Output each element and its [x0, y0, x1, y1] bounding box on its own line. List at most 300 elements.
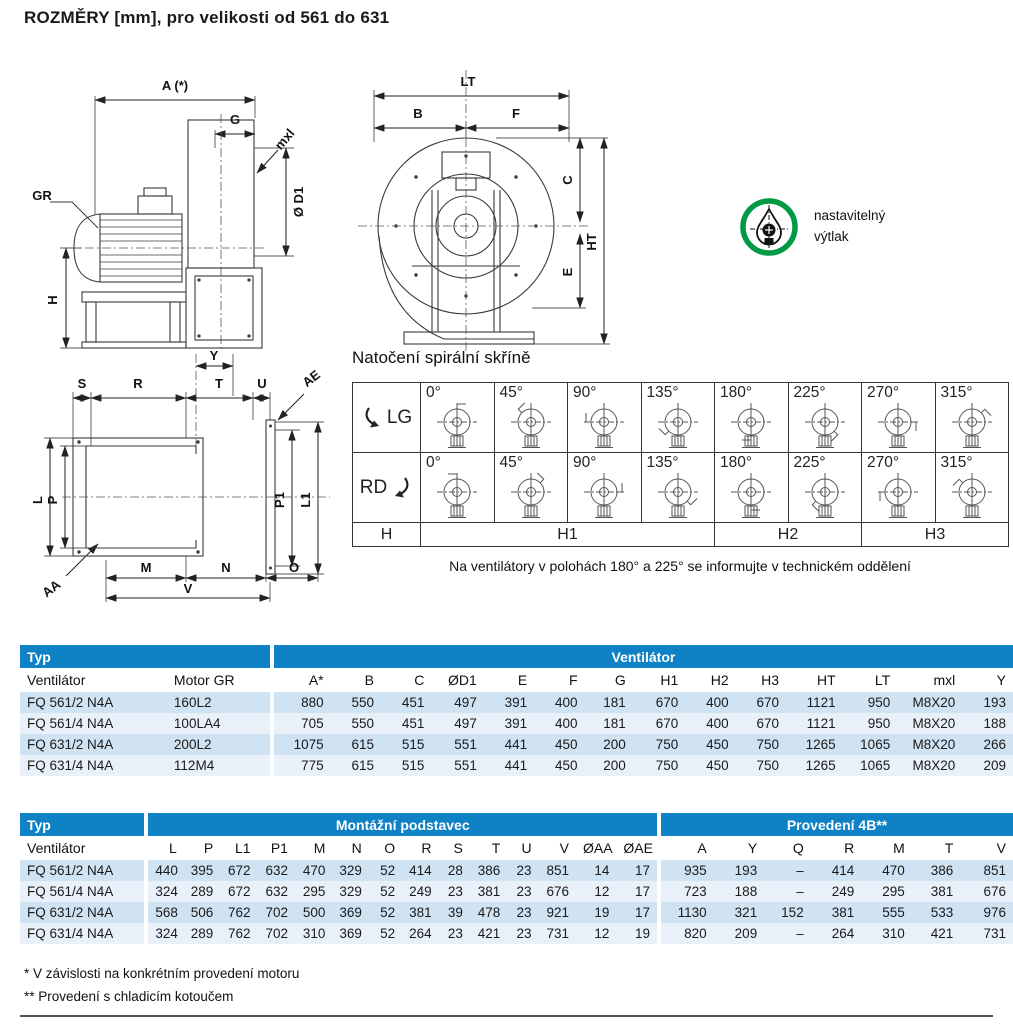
table-cell: 324	[146, 881, 183, 902]
column-header: T	[912, 836, 961, 860]
table-cell: FQ 631/2 N4A	[20, 902, 146, 923]
table-cell: 400	[685, 692, 735, 713]
table-cell: 551	[431, 734, 483, 755]
rotation-position-cell	[936, 453, 1010, 523]
rotation-angle-label: 225°	[793, 454, 826, 471]
table-row	[20, 713, 1013, 734]
table-cell: 515	[381, 755, 431, 776]
dim-label-n: N	[221, 560, 231, 575]
table-cell: 451	[381, 692, 431, 713]
table-cell: 17	[616, 860, 659, 881]
table-cell: 264	[402, 923, 438, 944]
table-cell: 762	[220, 923, 257, 944]
table-cell: 775	[272, 755, 331, 776]
table-cell: FQ 561/4 N4A	[20, 881, 146, 902]
column-header: E	[484, 668, 534, 692]
table-cell: 249	[402, 881, 438, 902]
table-cell: 414	[402, 860, 438, 881]
dim-label-v: V	[183, 581, 193, 596]
table-cell: 19	[616, 923, 659, 944]
table-cell: 200L2	[167, 734, 272, 755]
column-header: N	[332, 836, 368, 860]
rotation-table	[352, 382, 1009, 547]
table-cell: 672	[220, 860, 257, 881]
table-cell: 950	[843, 713, 898, 734]
page-title: ROZMĚRY [mm], pro velikosti od 561 do 631	[24, 8, 390, 27]
table-cell: 615	[331, 755, 381, 776]
fan-side-view-drawing	[20, 56, 340, 350]
table-cell: 851	[539, 860, 576, 881]
table-cell: 506	[184, 902, 220, 923]
table-cell: 632	[258, 881, 295, 902]
table-cell: 500	[295, 902, 332, 923]
rotation-footer-h: H	[353, 523, 421, 547]
column-header: A*	[272, 668, 331, 692]
column-header: H3	[736, 668, 786, 692]
rotation-angle-label: 45°	[499, 384, 523, 401]
fan-position-icon	[949, 471, 995, 521]
table-cell: 23	[507, 902, 538, 923]
table-cell: 52	[369, 923, 402, 944]
table-cell: 935	[659, 860, 714, 881]
table-cell: 670	[736, 692, 786, 713]
adjustable-outlet-icon	[738, 196, 800, 258]
dimensions-table-podstavec	[20, 813, 1013, 944]
table-cell: 200	[585, 734, 633, 755]
table-cell: 550	[331, 713, 381, 734]
table-cell: 421	[470, 923, 507, 944]
rotation-angle-label: 315°	[940, 454, 973, 471]
fan-front-view-drawing	[346, 56, 614, 356]
dim-label-t: T	[215, 376, 223, 391]
dim-label-lt: LT	[460, 74, 476, 89]
rotation-position-cell	[789, 453, 863, 523]
table-cell: FQ 561/4 N4A	[20, 713, 167, 734]
table-cell: 329	[332, 860, 368, 881]
table-cell: 329	[332, 881, 368, 902]
column-header: LT	[843, 668, 898, 692]
table-cell: 731	[960, 923, 1013, 944]
footnote-motor: * V závislosti na konkrétním provedení motoru	[24, 966, 300, 981]
rotation-direction-lg	[353, 383, 421, 453]
table-cell: 381	[811, 902, 862, 923]
fan-position-icon	[508, 401, 554, 451]
column-header: C	[381, 668, 431, 692]
table-cell: 450	[534, 755, 584, 776]
table-cell: 188	[714, 881, 765, 902]
table-cell: 750	[633, 734, 685, 755]
rotation-angle-label: 315°	[940, 384, 973, 401]
table-cell: 381	[470, 881, 507, 902]
table-cell: 441	[484, 734, 534, 755]
table-cell: 400	[685, 713, 735, 734]
rotation-footer-h2: H2	[715, 523, 862, 547]
table-cell: 441	[484, 755, 534, 776]
table-cell: 181	[585, 713, 633, 734]
table-cell: 1265	[786, 755, 843, 776]
table-cell: 762	[220, 902, 257, 923]
table-cell: FQ 631/4 N4A	[20, 923, 146, 944]
table-cell: 670	[736, 713, 786, 734]
fan-position-icon	[875, 401, 921, 451]
rotation-position-cell	[862, 383, 936, 453]
table-cell: 386	[470, 860, 507, 881]
rotation-direction-label: RD	[359, 476, 388, 498]
table-cell: 193	[714, 860, 765, 881]
rotation-position-cell	[862, 453, 936, 523]
dim-label-p: P	[45, 495, 60, 505]
rotation-position-cell	[568, 383, 642, 453]
rotation-angle-label: 135°	[646, 454, 679, 471]
dim-label-o: O	[288, 560, 300, 575]
table-cell: 369	[332, 923, 368, 944]
dim-label-l: L	[30, 496, 45, 504]
table-cell: 440	[146, 860, 183, 881]
table-cell: 52	[369, 902, 402, 923]
rotation-angle-label: 45°	[499, 454, 523, 471]
table-cell: 295	[295, 881, 332, 902]
table-cell: 381	[912, 881, 961, 902]
rotation-direction-label: LG	[386, 406, 413, 428]
table-cell: 478	[470, 902, 507, 923]
column-header: Y	[714, 836, 765, 860]
rotation-angle-label: 0°	[426, 454, 441, 471]
table-cell: 23	[507, 923, 538, 944]
table-cell: 750	[736, 755, 786, 776]
column-header: F	[534, 668, 584, 692]
table-cell: 676	[960, 881, 1013, 902]
table-cell: 23	[439, 881, 470, 902]
dim-label-r: R	[133, 376, 143, 391]
table-group-header-typ: Typ	[20, 813, 146, 836]
table-cell: 568	[146, 902, 183, 923]
table-cell: 112M4	[167, 755, 272, 776]
fan-position-icon	[728, 401, 774, 451]
table-cell: 921	[539, 902, 576, 923]
table-cell: 39	[439, 902, 470, 923]
dim-label-b: B	[413, 106, 423, 121]
table-cell: 209	[714, 923, 765, 944]
table-cell: 310	[295, 923, 332, 944]
column-header: P	[184, 836, 220, 860]
column-header: A	[659, 836, 714, 860]
column-header: Y	[962, 668, 1013, 692]
dim-label-mxl: mxl	[271, 125, 298, 153]
table-cell: 310	[861, 923, 912, 944]
table-cell: 23	[507, 860, 538, 881]
rotation-position-cell	[495, 383, 569, 453]
column-header: R	[811, 836, 862, 860]
table-cell: 12	[576, 923, 616, 944]
table-cell: 381	[402, 902, 438, 923]
table-row	[20, 692, 1013, 713]
table-cell: 750	[736, 734, 786, 755]
table-cell: 451	[381, 713, 431, 734]
adjustable-outlet-badge	[738, 196, 910, 258]
table-cell: 289	[184, 923, 220, 944]
dim-label-ht: HT	[584, 233, 599, 251]
table-cell: FQ 561/2 N4A	[20, 860, 146, 881]
rotation-angle-label: 225°	[793, 384, 826, 401]
rotation-position-cell	[568, 453, 642, 523]
table-cell: M8X20	[897, 713, 962, 734]
table-cell: 670	[633, 713, 685, 734]
dim-label-e: E	[560, 267, 575, 277]
rotation-angle-label: 270°	[867, 384, 900, 401]
dim-label-p1: P1	[272, 492, 287, 508]
table-cell: 515	[381, 734, 431, 755]
dim-label-f: F	[512, 106, 520, 121]
column-header: P1	[258, 836, 295, 860]
table-row	[20, 860, 1013, 881]
table-cell: 950	[843, 692, 898, 713]
table-cell: 52	[369, 860, 402, 881]
table-cell: 1075	[272, 734, 331, 755]
dim-label-s: S	[77, 376, 87, 391]
dim-label-u: U	[257, 376, 267, 391]
column-header: U	[507, 836, 538, 860]
table-cell: 1065	[843, 755, 898, 776]
column-header: O	[369, 836, 402, 860]
dim-label-g: G	[229, 112, 241, 127]
table-cell: 193	[962, 692, 1013, 713]
rotation-position-cell	[936, 383, 1010, 453]
table-cell: 421	[912, 923, 961, 944]
table-cell: 264	[811, 923, 862, 944]
column-header: mxl	[897, 668, 962, 692]
table-cell: 851	[960, 860, 1013, 881]
table-cell: 880	[272, 692, 331, 713]
table-group-header-montaz: Montážní podstavec	[146, 813, 659, 836]
fan-position-icon	[508, 471, 554, 521]
rotation-position-cell	[715, 453, 789, 523]
table-cell: 450	[685, 734, 735, 755]
fan-position-icon	[875, 471, 921, 521]
fan-position-icon	[728, 471, 774, 521]
dim-label-d1: Ø D1	[291, 186, 306, 218]
column-header: ØD1	[431, 668, 483, 692]
column-header: T	[470, 836, 507, 860]
column-header: ØAA	[576, 836, 616, 860]
dim-label-a: A (*)	[161, 78, 189, 93]
column-header: H1	[633, 668, 685, 692]
dim-label-l1: L1	[298, 492, 313, 508]
table-cell: 369	[332, 902, 368, 923]
rotation-position-cell	[789, 383, 863, 453]
rotation-direction-rd	[353, 453, 421, 523]
rotation-angle-label: 0°	[426, 384, 441, 401]
table-cell: 152	[764, 902, 811, 923]
table-cell: 400	[534, 692, 584, 713]
table-cell: 1121	[786, 692, 843, 713]
table-cell: 324	[146, 923, 183, 944]
table-cell: 19	[576, 902, 616, 923]
table-cell: 295	[861, 881, 912, 902]
column-header: Ventilátor	[20, 668, 167, 692]
fan-position-icon	[655, 401, 701, 451]
rotation-position-cell	[421, 383, 495, 453]
table-cell: 702	[258, 923, 295, 944]
table-cell: 23	[507, 881, 538, 902]
rotation-heading: Natočení spirální skříně	[352, 348, 531, 367]
table-row	[20, 902, 1013, 923]
table-cell: 750	[633, 755, 685, 776]
footnote-cooling-disc: ** Provedení s chladicím kotoučem	[24, 989, 234, 1004]
table-cell: 450	[534, 734, 584, 755]
column-header: L	[146, 836, 183, 860]
table-cell: 632	[258, 860, 295, 881]
column-header: H2	[685, 668, 735, 692]
table-cell: 1121	[786, 713, 843, 734]
fan-position-icon	[434, 471, 480, 521]
table-row	[20, 923, 1013, 944]
column-header: HT	[786, 668, 843, 692]
table-cell: 723	[659, 881, 714, 902]
dim-label-c: C	[560, 175, 575, 185]
table-cell: 702	[258, 902, 295, 923]
table-cell: 820	[659, 923, 714, 944]
column-header: G	[585, 668, 633, 692]
table-row	[20, 734, 1013, 755]
table-cell: 391	[484, 713, 534, 734]
table-cell: 181	[585, 692, 633, 713]
table-cell: 14	[576, 860, 616, 881]
table-cell: 676	[539, 881, 576, 902]
table-cell: 551	[431, 755, 483, 776]
dimensions-table-ventilator	[20, 645, 1013, 776]
fan-position-icon	[802, 471, 848, 521]
table-cell: 391	[484, 692, 534, 713]
table-cell: –	[764, 881, 811, 902]
table-cell: FQ 631/2 N4A	[20, 734, 167, 755]
table-cell: 28	[439, 860, 470, 881]
fan-position-icon	[581, 471, 627, 521]
rotation-footer-h3: H3	[862, 523, 1009, 547]
fan-position-icon	[434, 401, 480, 451]
table-cell: 400	[534, 713, 584, 734]
table-cell: 100LA4	[167, 713, 272, 734]
table-cell: 497	[431, 692, 483, 713]
left-rotation-arrow-icon	[361, 406, 385, 430]
column-header: B	[331, 668, 381, 692]
table-cell: 976	[960, 902, 1013, 923]
table-cell: 249	[811, 881, 862, 902]
rotation-note: Na ventilátory v polohách 180° a 225° se informujte v technickém oddělení	[449, 558, 911, 574]
dim-label-m: M	[140, 560, 152, 575]
column-header: S	[439, 836, 470, 860]
table-cell: 12	[576, 881, 616, 902]
table-cell: M8X20	[897, 692, 962, 713]
right-rotation-arrow-icon	[389, 476, 413, 500]
table-group-header-provedeni: Provedení 4B**	[659, 813, 1013, 836]
rotation-position-cell	[642, 383, 716, 453]
column-header: ØAE	[616, 836, 659, 860]
table-cell: 450	[685, 755, 735, 776]
column-header: V	[960, 836, 1013, 860]
table-cell: 17	[616, 881, 659, 902]
table-cell: –	[764, 923, 811, 944]
dim-label-h: H	[45, 295, 60, 305]
table-cell: 52	[369, 881, 402, 902]
column-header: Ventilátor	[20, 836, 146, 860]
table-cell: 555	[861, 902, 912, 923]
table-cell: M8X20	[897, 755, 962, 776]
table-cell: 188	[962, 713, 1013, 734]
table-cell: 23	[439, 923, 470, 944]
adjustable-outlet-label: nastavitelný výtlak	[814, 208, 886, 244]
fan-position-icon	[581, 401, 627, 451]
column-header: Q	[764, 836, 811, 860]
table-cell: 266	[962, 734, 1013, 755]
rotation-angle-label: 270°	[867, 454, 900, 471]
bottom-rule	[20, 1015, 993, 1017]
dim-label-gr: GR	[32, 188, 52, 203]
dim-label-ae: AE	[299, 366, 323, 390]
column-header: V	[539, 836, 576, 860]
table-cell: 705	[272, 713, 331, 734]
table-row	[20, 881, 1013, 902]
table-cell: 289	[184, 881, 220, 902]
table-group-header-ventilator: Ventilátor	[272, 645, 1013, 668]
rotation-angle-label: 90°	[573, 384, 597, 401]
table-cell: 17	[616, 902, 659, 923]
table-group-header-typ: Typ	[20, 645, 272, 668]
table-cell: FQ 631/4 N4A	[20, 755, 167, 776]
fan-position-icon	[655, 471, 701, 521]
dim-label-aa: AA	[39, 576, 64, 601]
fan-position-icon	[802, 401, 848, 451]
table-cell: 209	[962, 755, 1013, 776]
rotation-position-cell	[495, 453, 569, 523]
rotation-angle-label: 135°	[646, 384, 679, 401]
column-header: M	[861, 836, 912, 860]
table-cell: FQ 561/2 N4A	[20, 692, 167, 713]
table-cell: 470	[295, 860, 332, 881]
table-cell: 550	[331, 692, 381, 713]
rotation-position-cell	[421, 453, 495, 523]
rotation-angle-label: 90°	[573, 454, 597, 471]
column-header: Motor GR	[167, 668, 272, 692]
table-cell: 200	[585, 755, 633, 776]
table-cell: 497	[431, 713, 483, 734]
dim-label-y: Y	[209, 350, 219, 363]
table-cell: 615	[331, 734, 381, 755]
column-header: R	[402, 836, 438, 860]
column-header: L1	[220, 836, 257, 860]
table-cell: 670	[633, 692, 685, 713]
table-cell: 1265	[786, 734, 843, 755]
table-cell: 386	[912, 860, 961, 881]
table-cell: 414	[811, 860, 862, 881]
rotation-position-cell	[715, 383, 789, 453]
rotation-footer-h1: H1	[421, 523, 715, 547]
table-cell: 395	[184, 860, 220, 881]
table-cell: 672	[220, 881, 257, 902]
table-cell: 160L2	[167, 692, 272, 713]
rotation-angle-label: 180°	[720, 384, 753, 401]
table-cell: M8X20	[897, 734, 962, 755]
fan-base-view-drawing	[18, 350, 348, 608]
rotation-position-cell	[642, 453, 716, 523]
column-header: M	[295, 836, 332, 860]
rotation-angle-label: 180°	[720, 454, 753, 471]
table-cell: 731	[539, 923, 576, 944]
table-cell: 1065	[843, 734, 898, 755]
table-cell: 321	[714, 902, 765, 923]
table-row	[20, 755, 1013, 776]
table-cell: 1130	[659, 902, 714, 923]
table-cell: 470	[861, 860, 912, 881]
